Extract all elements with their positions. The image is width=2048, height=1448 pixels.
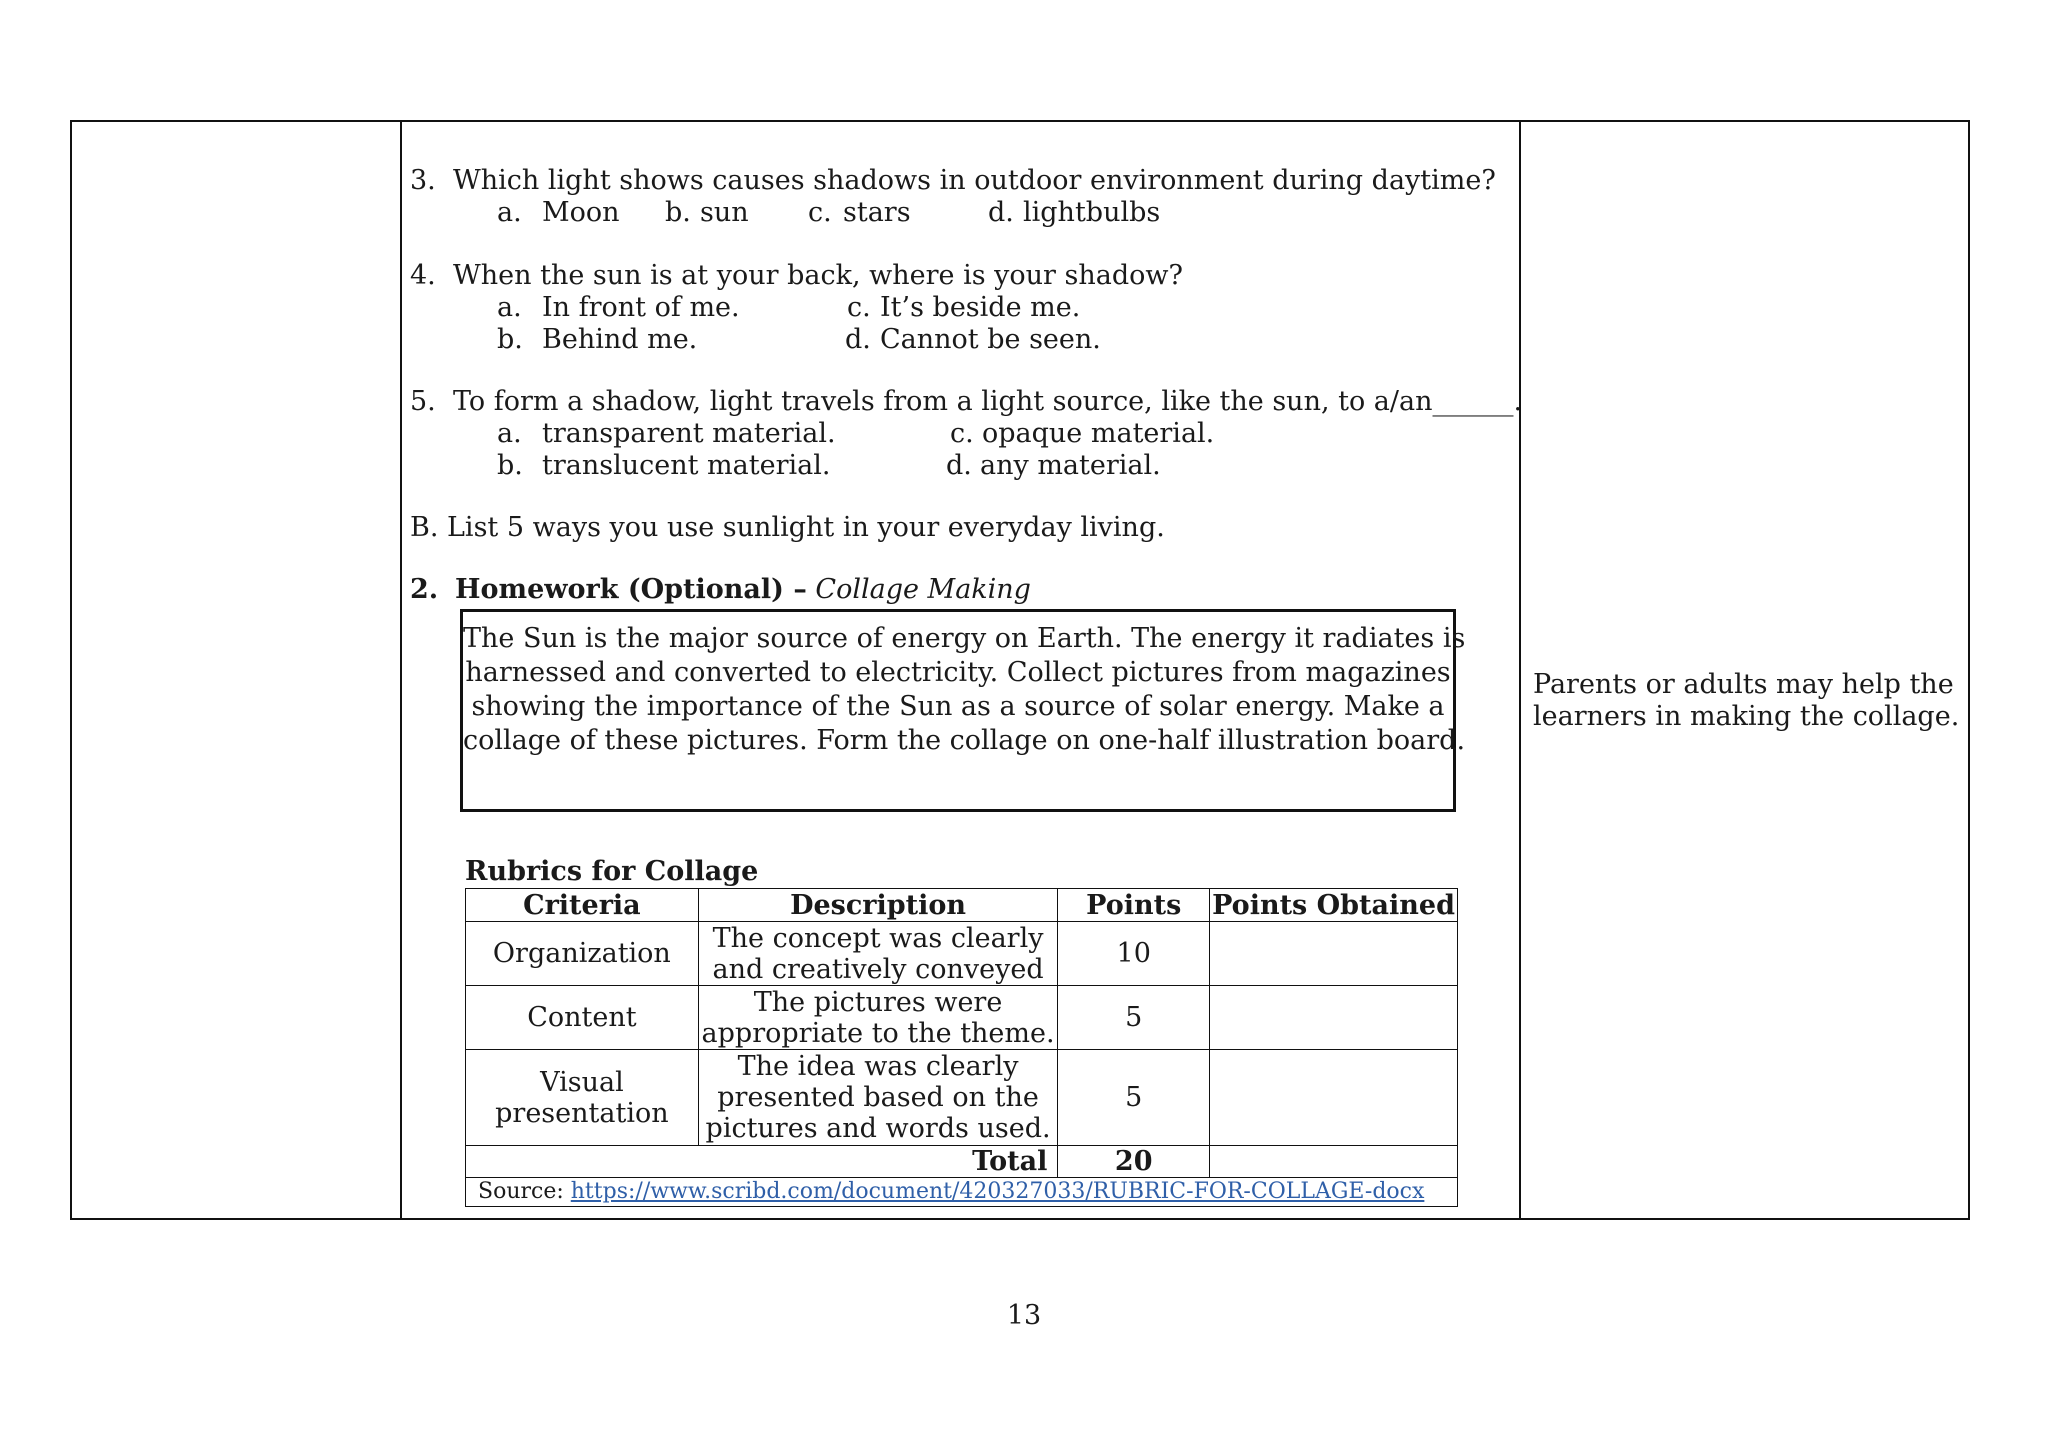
description-cell: The idea was clearly presented based on the pictures and words used.	[698, 1050, 1058, 1146]
q3-option-a-text: Moon	[542, 197, 620, 228]
q5-option-b-text: translucent material.	[542, 450, 831, 481]
rubric-table	[465, 888, 1458, 1207]
question-3-text: Which light shows causes shadows in outdoor environment during daytime?	[453, 165, 1496, 196]
rubric-title: Rubrics for Collage	[465, 856, 759, 887]
q4-option-c-letter: c.	[847, 292, 871, 323]
q4-option-a-letter: a.	[497, 292, 522, 323]
rubric-total-row	[466, 1146, 1458, 1178]
rubric-source-row	[466, 1178, 1458, 1207]
homework-heading	[455, 574, 1031, 606]
total-label: Total	[466, 1146, 1058, 1178]
q5-option-a-text: transparent material.	[542, 418, 836, 449]
total-value: 20	[1058, 1146, 1210, 1178]
header-points-obtained: Points Obtained	[1210, 889, 1458, 922]
question-5-text: To form a shadow, light travels from a light source, like the sun, to a/an______.	[453, 386, 1523, 417]
header-points: Points	[1058, 889, 1210, 922]
source-label: Source:	[478, 1179, 564, 1204]
description-cell: The pictures were appropriate to the theme.	[698, 986, 1058, 1050]
q3-option-c-letter: c.	[808, 197, 832, 228]
box-line: The Sun is the major source of energy on Earth. The energy it radiates is	[463, 623, 1466, 654]
question-4-number: 4.	[410, 260, 436, 291]
points-obtained-cell	[1210, 986, 1458, 1050]
part-b-instruction: B. List 5 ways you use sunlight in your everyday living.	[410, 512, 1165, 543]
header-description: Description	[698, 889, 1058, 922]
q3-option-b-text: sun	[700, 197, 749, 228]
q3-option-d-letter: d.	[988, 197, 1014, 228]
criteria-cell: Visual presentation	[466, 1050, 699, 1146]
box-line: collage of these pictures. Form the collage on one-half illustration board.	[463, 725, 1466, 756]
q5-option-c-letter: c.	[950, 418, 974, 449]
q5-option-d-text: any material.	[980, 450, 1161, 481]
column-divider-2	[1519, 122, 1521, 1218]
q5-option-a-letter: a.	[497, 418, 522, 449]
rubric-header-row	[466, 889, 1458, 922]
total-obtained-cell	[1210, 1146, 1458, 1178]
q4-option-a-text: In front of me.	[542, 292, 740, 323]
q5-option-b-letter: b.	[497, 450, 523, 481]
homework-instruction-box	[460, 609, 1466, 812]
q3-option-d-text: lightbulbs	[1023, 197, 1161, 228]
description-cell: The concept was clearly and creatively conveyed	[698, 922, 1058, 986]
points-cell: 10	[1058, 922, 1210, 986]
q4-option-d-text: Cannot be seen.	[880, 324, 1101, 355]
table-row	[466, 986, 1458, 1050]
points-cell: 5	[1058, 1050, 1210, 1146]
q4-option-c-text: It’s beside me.	[880, 292, 1081, 323]
points-obtained-cell	[1210, 922, 1458, 986]
q5-option-d-letter: d.	[946, 450, 972, 481]
table-row	[466, 1050, 1458, 1146]
points-obtained-cell	[1210, 1050, 1458, 1146]
q3-option-b-letter: b.	[665, 197, 691, 228]
q5-option-c-text: opaque material.	[982, 418, 1215, 449]
notes-line: learners in making the collage.	[1533, 701, 1960, 732]
box-line: harnessed and converted to electricity. Collect pictures from magazines	[465, 657, 1451, 688]
notes-line: Parents or adults may help the	[1533, 669, 1954, 700]
box-line: showing the importance of the Sun as a source of solar energy. Make a	[471, 691, 1445, 722]
source-link[interactable]: https://www.scribd.com/document/420327033/RUBRIC-FOR-COLLAGE-docx	[570, 1179, 1425, 1204]
header-criteria: Criteria	[466, 889, 699, 922]
question-4-text: When the sun is at your back, where is your shadow?	[453, 260, 1184, 291]
homework-subtitle: Collage Making	[815, 574, 1031, 605]
homework-title: Homework (Optional) –	[455, 574, 807, 605]
q4-option-b-letter: b.	[497, 324, 523, 355]
q4-option-d-letter: d.	[845, 324, 871, 355]
question-3-number: 3.	[410, 165, 436, 196]
q3-option-a-letter: a.	[497, 197, 522, 228]
column-divider-1	[400, 122, 402, 1218]
table-row	[466, 922, 1458, 986]
question-5-number: 5.	[410, 386, 436, 417]
criteria-cell: Organization	[466, 922, 699, 986]
q3-option-c-text: stars	[843, 197, 911, 228]
q4-option-b-text: Behind me.	[542, 324, 698, 355]
homework-number: 2.	[410, 574, 439, 605]
source-cell	[466, 1178, 1458, 1207]
criteria-cell: Content	[466, 986, 699, 1050]
page-number: 13	[1006, 1300, 1042, 1331]
points-cell: 5	[1058, 986, 1210, 1050]
